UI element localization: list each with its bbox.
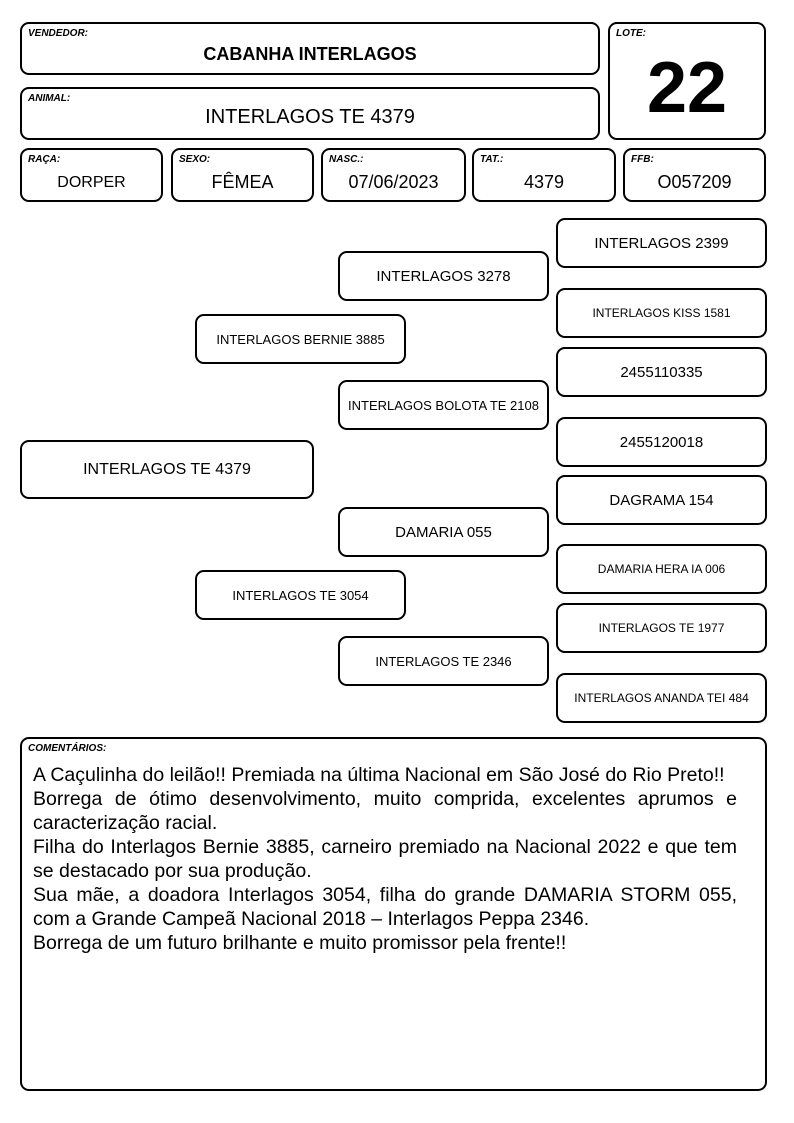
comments-label: COMENTÁRIOS: [28, 743, 107, 754]
pedigree-sire-dam-dam: 2455120018 [556, 417, 767, 467]
pedigree-sire-dam-sire: 2455110335 [556, 347, 767, 397]
lote-label: LOTE: [616, 28, 646, 39]
vendedor-value: CABANHA INTERLAGOS [203, 44, 417, 64]
comment-line: Borrega de um futuro brilhante e muito promissor pela frente!! [33, 932, 567, 954]
raca-value: DORPER [57, 174, 126, 191]
pedigree-dam-sire: DAMARIA 055 [338, 507, 549, 557]
ffb-value: O057209 [657, 172, 732, 192]
lote-value: 22 [646, 48, 728, 128]
pedigree-sire-sire: INTERLAGOS 3278 [338, 251, 549, 301]
nasc-value: 07/06/2023 [348, 172, 439, 192]
ffb-label: FFB: [631, 154, 654, 165]
animal-box [20, 87, 600, 140]
tat-box [472, 148, 616, 202]
pedigree-dam-sire-sire: DAGRAMA 154 [556, 475, 767, 525]
tat-value: 4379 [523, 172, 565, 192]
pedigree-dam: INTERLAGOS TE 3054 [195, 570, 406, 620]
pedigree-sire-dam: INTERLAGOS BOLOTA TE 2108 [338, 380, 549, 430]
comments-box [20, 737, 767, 1091]
comment-line: A Caçulinha do leilão!! Premiada na última Nacional em São José do Rio Preto!! [33, 764, 725, 786]
pedigree-dam-sire-dam: DAMARIA HERA IA 006 [556, 544, 767, 594]
comment-line: Filha do Interlagos Bernie 3885, carneiro premiado na Nacional 2022 e que tem se destacado por sua produção. [33, 836, 737, 882]
animal-value: INTERLAGOS TE 4379 [205, 106, 415, 128]
nasc-box [321, 148, 466, 202]
comments-text [33, 763, 737, 955]
sexo-label: SEXO: [179, 154, 211, 165]
raca-box [20, 148, 163, 202]
pedigree-sire: INTERLAGOS BERNIE 3885 [195, 314, 406, 364]
pedigree-sire-sire-dam: INTERLAGOS KISS 1581 [556, 288, 767, 338]
comment-line: Borrega de ótimo desenvolvimento, muito comprida, excelentes aprumos e caracterização racial. [33, 788, 737, 834]
pedigree-dam-dam: INTERLAGOS TE 2346 [338, 636, 549, 686]
pedigree-animal: INTERLAGOS TE 4379 [20, 440, 314, 499]
lote-box [608, 22, 766, 140]
pedigree-sire-sire-sire: INTERLAGOS 2399 [556, 218, 767, 268]
pedigree-dam-dam-dam: INTERLAGOS ANANDA TEI 484 [556, 673, 767, 723]
animal-label: ANIMAL: [28, 93, 71, 104]
raca-label: RAÇA: [28, 154, 61, 165]
comment-line: Sua mãe, a doadora Interlagos 3054, filha do grande DAMARIA STORM 055, com a Grande Campeã Nacional 2018 – Interlagos Peppa 2346. [33, 884, 737, 930]
ffb-box [623, 148, 766, 202]
pedigree-dam-dam-sire: INTERLAGOS TE 1977 [556, 603, 767, 653]
vendedor-label: VENDEDOR: [28, 28, 89, 39]
sexo-box [171, 148, 314, 202]
vendedor-box [20, 22, 600, 75]
nasc-label: NASC.: [329, 154, 364, 165]
sexo-value: FÊMEA [211, 172, 274, 192]
tat-label: TAT.: [480, 154, 504, 165]
